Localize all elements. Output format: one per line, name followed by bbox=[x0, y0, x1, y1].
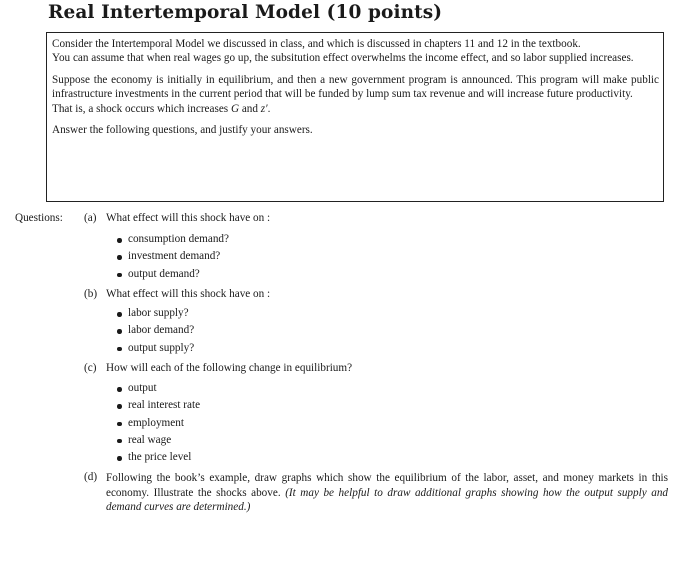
question-b-text: What effect will this shock have on : bbox=[106, 288, 271, 300]
question-a-text: What effect will this shock have on : bbox=[106, 212, 271, 224]
intro-paragraph-1: Consider the Intertemporal Model we discussed in class, and which is discussed in chapters 11 and 12 in the textbook. bbox=[52, 38, 581, 50]
question-c-text: How will each of the following change in equilibrium? bbox=[106, 362, 353, 374]
list-item-text: labor demand? bbox=[128, 324, 195, 337]
list-item bbox=[117, 340, 194, 357]
question-a-list bbox=[117, 231, 229, 283]
list-item-text: investment demand? bbox=[128, 250, 221, 263]
bullet-icon bbox=[117, 439, 122, 444]
list-item-text: real interest rate bbox=[128, 399, 201, 412]
questions-label: Questions: bbox=[15, 212, 63, 224]
question-b-list bbox=[117, 305, 194, 357]
list-item bbox=[117, 397, 200, 414]
question-b-letter: (b) bbox=[84, 288, 98, 300]
list-item bbox=[117, 322, 194, 339]
list-item bbox=[117, 248, 229, 265]
list-item-text: the price level bbox=[128, 451, 192, 464]
bullet-icon bbox=[117, 273, 122, 278]
variable-g: G bbox=[230, 102, 240, 115]
list-item-text: output supply? bbox=[128, 341, 195, 354]
list-item bbox=[117, 380, 200, 397]
variable-z-prime: z′ bbox=[260, 102, 268, 115]
question-c-letter: (c) bbox=[84, 362, 97, 374]
page-title: Real Intertemporal Model (10 points) bbox=[48, 2, 443, 23]
intro-paragraph-5: Answer the following questions, and justify your answers. bbox=[52, 124, 313, 137]
list-item-text: labor supply? bbox=[128, 307, 189, 319]
list-item-text: output demand? bbox=[128, 267, 200, 280]
list-item-text: real wage bbox=[128, 433, 172, 446]
list-item bbox=[117, 432, 200, 449]
shock-sentence-prefix: That is, a shock occurs which increases bbox=[52, 102, 231, 115]
shock-sentence-suffix: . bbox=[267, 102, 271, 115]
intro-paragraph-3: Suppose the economy is initially in equilibrium, and then a new government program is announced. This program will make public infrastructure investments in the current period that will be funded by lump sum tax revenue and will increase future productivity. bbox=[52, 73, 659, 101]
bullet-icon bbox=[117, 312, 122, 317]
bullet-icon bbox=[117, 422, 122, 427]
bullet-icon bbox=[117, 255, 122, 260]
list-item-text: consumption demand? bbox=[128, 233, 229, 245]
bullet-icon bbox=[117, 238, 122, 243]
bullet-icon bbox=[117, 387, 122, 392]
bullet-icon bbox=[117, 329, 122, 334]
list-item bbox=[117, 231, 229, 248]
list-item bbox=[117, 449, 200, 466]
intro-paragraph-4 bbox=[52, 102, 659, 116]
shock-sentence-and: and bbox=[239, 102, 261, 115]
question-d-main: Following the book’s example, draw graphs which show the equilibrium of the labor, asset, and money markets in this economy. Illustrate the shocks above. bbox=[106, 472, 668, 499]
problem-statement-box bbox=[46, 32, 664, 202]
list-item-text: employment bbox=[128, 416, 184, 429]
list-item bbox=[117, 305, 194, 322]
bullet-icon bbox=[117, 404, 122, 409]
question-d-text bbox=[106, 471, 668, 515]
list-item bbox=[117, 415, 200, 432]
list-item bbox=[117, 266, 229, 283]
question-d-note: (It may be helpful to draw additional graphs showing how the output supply and demand curves are determined.) bbox=[106, 486, 669, 513]
bullet-icon bbox=[117, 347, 122, 352]
question-d-letter: (d) bbox=[84, 471, 98, 483]
list-item-text: output bbox=[128, 382, 157, 394]
question-c-list bbox=[117, 380, 200, 466]
intro-paragraph-2: You can assume that when real wages go up, the subsitution effect overwhelms the income effect, and so labor supplied increases. bbox=[52, 52, 634, 65]
question-a-letter: (a) bbox=[84, 212, 97, 224]
bullet-icon bbox=[117, 456, 122, 461]
